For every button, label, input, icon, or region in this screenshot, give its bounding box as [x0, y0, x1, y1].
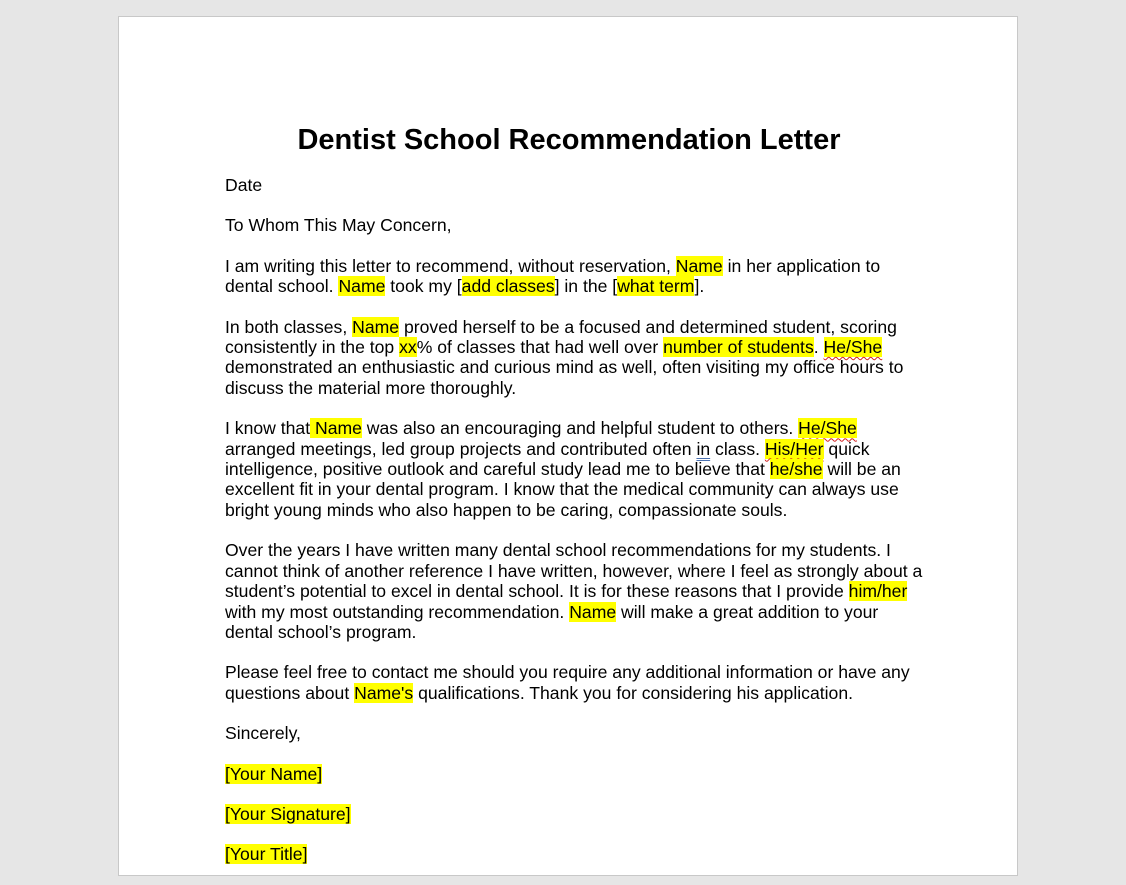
placeholder-name: Name: [352, 316, 400, 337]
paragraph-contact: Please feel free to contact me should you require any additional information or have any questions about Name's qualifications. Thank you for considering his application.: [225, 662, 910, 703]
placeholder-pronoun: him/her: [848, 581, 908, 602]
placeholder-name: Name: [675, 255, 723, 276]
paragraph-recommendation: Over the years I have written many dental school recommendations for my students. I cannot think of another reference I have written, however, where I feel as strongly about a student’s potential to excel in dental school. It is for these reasons that I provide him/her with my most outstanding recommendation. Name will make a great addition to your dental school’s program.: [225, 540, 923, 642]
placeholder-your-title: [Your Title]: [225, 844, 308, 865]
date-line: Date: [225, 175, 263, 195]
placeholder-your-signature: [Your Signature]: [225, 803, 351, 824]
placeholder-name: Name's: [354, 682, 414, 703]
placeholder-name: Name: [310, 418, 362, 439]
placeholder-pronoun: He/She: [798, 418, 857, 439]
document-page: [118, 16, 1018, 876]
salutation: To Whom This May Concern,: [225, 215, 452, 236]
paragraph-character: I know that Name was also an encouraging and helpful student to others. He/She arranged meetings, led group projects and contributed often in class. His/Her quick intelligence, positive outlook and careful study lead me to believe that he/she will be an excellent fit in your dental program. I know that the medical community can always use bright young minds who also happen to be caring, compassionate souls.: [225, 418, 901, 520]
signature-block: [225, 764, 925, 865]
placeholder-student-count: number of students: [663, 337, 814, 358]
placeholder-your-name: [Your Name]: [225, 763, 323, 784]
placeholder-name: Name: [338, 276, 386, 297]
placeholder-term: what term: [617, 276, 695, 297]
placeholder-classes: add classes: [461, 276, 555, 297]
document-title: Dentist School Recommendation Letter: [297, 124, 841, 156]
paragraph-intro: I am writing this letter to recommend, without reservation, Name in her application to dental school. Name took my [add classes] in the [what term].: [225, 255, 881, 297]
paragraph-performance: In both classes, Name proved herself to be a focused and determined student, scoring consistently in the top xx% of classes that had well over number of students. He/She demonstrated an enthusiastic and curious mind as well, often visiting my office hours to discuss the material more thoroughly.: [225, 316, 904, 398]
placeholder-name: Name: [569, 601, 617, 622]
placeholder-pronoun: He/She: [823, 337, 883, 358]
placeholder-percent: xx: [399, 337, 417, 358]
letter-body: [225, 175, 925, 885]
grammar-flag-word: in: [696, 438, 711, 459]
placeholder-pronoun: His/Her: [764, 438, 824, 459]
closing: Sincerely,: [225, 723, 301, 744]
placeholder-pronoun: he/she: [769, 459, 823, 480]
